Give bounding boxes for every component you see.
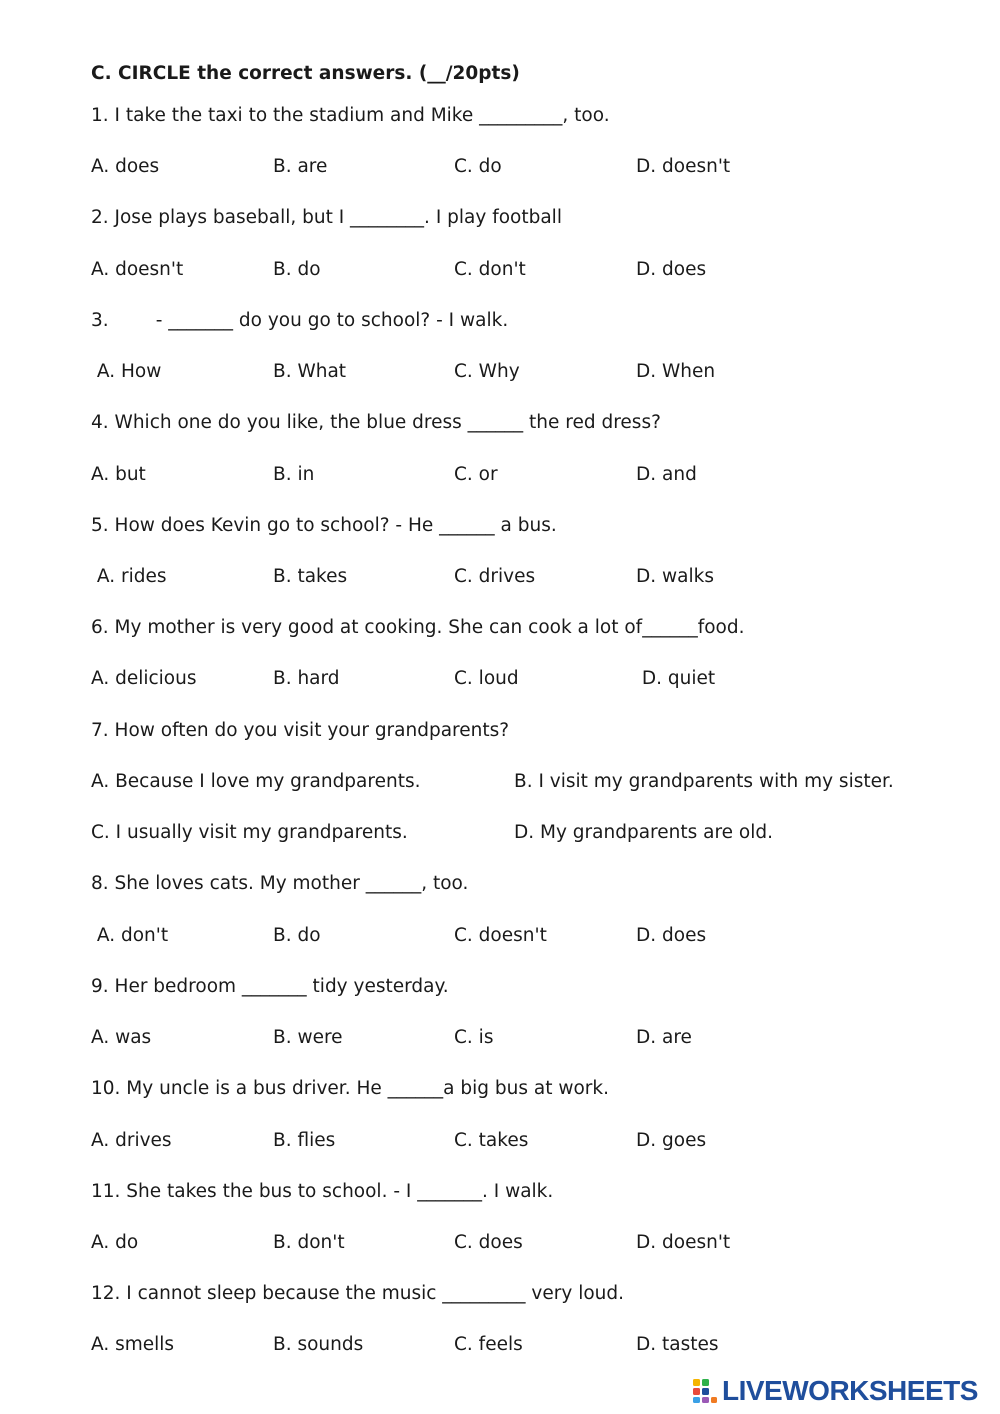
question-5: 5. How does Kevin go to school? - He ______ a bus. xyxy=(91,515,557,536)
q11-option-d[interactable]: D. doesn't xyxy=(636,1232,731,1253)
q2-option-a[interactable]: A. doesn't xyxy=(91,259,184,280)
q6-option-d[interactable]: D. quiet xyxy=(636,668,716,689)
question-12: 12. I cannot sleep because the music _________ very loud. xyxy=(91,1283,624,1304)
q6-option-a[interactable]: A. delicious xyxy=(91,668,197,689)
q12-option-b[interactable]: B. sounds xyxy=(273,1334,364,1355)
q5-option-d[interactable]: D. walks xyxy=(636,566,714,587)
q7-option-b[interactable]: B. I visit my grandparents with my sister. xyxy=(514,771,894,792)
q2-option-b[interactable]: B. do xyxy=(273,259,321,280)
liveworksheets-logo-icon xyxy=(692,1378,718,1404)
q10-option-d[interactable]: D. goes xyxy=(636,1130,707,1151)
q1-option-a[interactable]: A. does xyxy=(91,156,160,177)
question-9: 9. Her bedroom _______ tidy yesterday. xyxy=(91,976,449,997)
q6-option-b[interactable]: B. hard xyxy=(273,668,340,689)
q1-option-b[interactable]: B. are xyxy=(273,156,328,177)
question-2: 2. Jose plays baseball, but I ________. I play football xyxy=(91,207,562,228)
q12-option-d[interactable]: D. tastes xyxy=(636,1334,719,1355)
liveworksheets-wordmark: LIVEWORKSHEETS xyxy=(722,1375,978,1406)
q7-option-d[interactable]: D. My grandparents are old. xyxy=(514,822,773,843)
question-11: 11. She takes the bus to school. - I _______. I walk. xyxy=(91,1181,554,1202)
q5-option-c[interactable]: C. drives xyxy=(454,566,536,587)
q8-option-b[interactable]: B. do xyxy=(273,925,321,946)
q11-option-b[interactable]: B. don't xyxy=(273,1232,345,1253)
q11-option-a[interactable]: A. do xyxy=(91,1232,139,1253)
q9-option-c[interactable]: C. is xyxy=(454,1027,494,1048)
q10-option-b[interactable]: B. flies xyxy=(273,1130,336,1151)
q3-option-b[interactable]: B. What xyxy=(273,361,347,382)
q3-option-a[interactable]: A. How xyxy=(91,361,162,382)
q7-option-a[interactable]: A. Because I love my grandparents. xyxy=(91,771,421,792)
q8-option-a[interactable]: A. don't xyxy=(91,925,169,946)
section-heading: C. CIRCLE the correct answers. (__/20pts) xyxy=(91,63,520,84)
question-1: 1. I take the taxi to the stadium and Mike _________, too. xyxy=(91,105,610,126)
q4-option-c[interactable]: C. or xyxy=(454,464,498,485)
q6-option-c[interactable]: C. loud xyxy=(454,668,519,689)
question-10: 10. My uncle is a bus driver. He ______a big bus at work. xyxy=(91,1078,609,1099)
q2-option-d[interactable]: D. does xyxy=(636,259,707,280)
question-4: 4. Which one do you like, the blue dress ______ the red dress? xyxy=(91,412,661,433)
q12-option-c[interactable]: C. feels xyxy=(454,1334,523,1355)
q10-option-a[interactable]: A. drives xyxy=(91,1130,172,1151)
question-8: 8. She loves cats. My mother ______, too. xyxy=(91,873,469,894)
q8-option-c[interactable]: C. doesn't xyxy=(454,925,547,946)
question-7: 7. How often do you visit your grandparents? xyxy=(91,720,510,741)
q12-option-a[interactable]: A. smells xyxy=(91,1334,175,1355)
q2-option-c[interactable]: C. don't xyxy=(454,259,526,280)
q3-option-d[interactable]: D. When xyxy=(636,361,716,382)
q11-option-c[interactable]: C. does xyxy=(454,1232,523,1253)
q5-option-b[interactable]: B. takes xyxy=(273,566,348,587)
q1-option-c[interactable]: C. do xyxy=(454,156,502,177)
q3-option-c[interactable]: C. Why xyxy=(454,361,520,382)
q4-option-d[interactable]: D. and xyxy=(636,464,697,485)
q5-option-a[interactable]: A. rides xyxy=(91,566,167,587)
liveworksheets-logo xyxy=(692,1374,978,1408)
question-3: 3. - _______ do you go to school? - I walk. xyxy=(91,310,509,331)
question-6: 6. My mother is very good at cooking. She can cook a lot of______food. xyxy=(91,617,745,638)
q4-option-a[interactable]: A. but xyxy=(91,464,146,485)
q10-option-c[interactable]: C. takes xyxy=(454,1130,529,1151)
q9-option-a[interactable]: A. was xyxy=(91,1027,152,1048)
q9-option-b[interactable]: B. were xyxy=(273,1027,343,1048)
q8-option-d[interactable]: D. does xyxy=(636,925,707,946)
q9-option-d[interactable]: D. are xyxy=(636,1027,692,1048)
q4-option-b[interactable]: B. in xyxy=(273,464,315,485)
q1-option-d[interactable]: D. doesn't xyxy=(636,156,731,177)
q7-option-c[interactable]: C. I usually visit my grandparents. xyxy=(91,822,408,843)
